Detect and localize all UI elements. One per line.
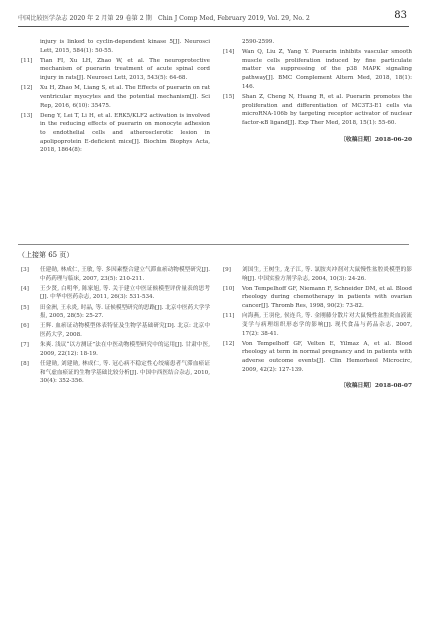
section-divider [18,244,409,245]
reference-item [220,285,412,311]
bottom-left-reference-column [18,266,210,388]
reference-text: Von Tempelhoff GF, Velten E, Yilmaz A, et al. Blood rheology at term in normal pregnancy and in patients with adverse outcome events[J]. Clin Hemorheol Microcirc, 2009, 42(2): 127-139. [242,340,412,373]
reference-item [220,93,412,128]
reference-number: [8] [21,361,29,368]
reference-number: [12] [21,85,33,92]
journal-title: 中国比较医学杂志 2020 年 2 月第 29 卷第 2 期 Chin J Comp Med, February 2019, Vol. 29, No. 2 [18,15,310,22]
received-date: 〔收稿日期〕2018-06-20 [340,136,412,143]
reference-item [220,340,412,375]
reference-number: [9] [223,267,231,273]
reference-text: Von Tempelhoff GF, Niemann F, Schneider DM, et al. Blood rheology during chemotherapy in patients with ovarian cancer[J]. Thromb Res, 1998, 90(2): 73-82. [242,285,412,310]
reference-item [18,112,210,155]
reference-number: [14] [223,49,235,56]
reference-item [220,312,412,338]
reference-item [18,84,210,110]
reference-text: 刘国生, 王树生, 龙子江, 等. 氯胺夹冲剂对大鼠慢性盆腔炎模型的影响[J]. 中国实验方剂学杂志, 2004, 10(3): 24-26. [242,267,412,282]
reference-text: Shan Z, Cheng N, Huang R, et al. Puerarin promotes the proliferation and differentiation of MC3T3-E1 cells via microRNA-106b by targeting receptor activator of nuclear factor-κB ligand[J]. Exp Ther Med, 2018, 15(1): 55-60. [242,93,412,126]
reference-text: 任建勋, 刘建勋, 林成仁, 等. 冠心病不稳定性心绞痛患者气滞血瘀证和气虚血瘀证的生物学基础比较分析[J]. 中国中西医结合杂志, 2010, 30(4): 352-356. [40,361,210,385]
reference-item [220,48,412,91]
reference-number: [6] [21,323,29,330]
reference-item [220,266,412,283]
reference-number: [15] [223,93,235,100]
reference-number: [11] [223,313,235,320]
reference-item [18,304,210,321]
top-left-reference-column [18,38,210,157]
reference-text: Xu H, Zhao M, Liang S, et al. The Effects of puerarin on rat ventricular myocytes and the potential mechanism[J]. Sci Rep, 2016, 6(10): 35475. [40,85,210,109]
reference-text: Wan Q, Liu Z, Yang Y. Puerarin inhibits vascular smooth muscle cells proliferation induced by fine particulate matter via suppressing of the p38 MAPK signaling pathway[J]. BMC Complement Altern Med, 2018, 18(1): 146. [242,49,412,90]
reference-text: 任建勋, 林成仁, 王敏, 等. 多因素整合建立气滞血瘀动物模型研究[J]. 中药药理与临床, 2007, 23(5): 210-211. [40,267,210,282]
reference-number: [13] [21,112,33,119]
reference-item [18,38,210,55]
page-header [18,10,409,27]
reference-item [18,341,210,358]
reference-number: [12] [223,340,235,347]
reference-text: 2590-2599. [242,39,275,45]
reference-item [18,285,210,302]
reference-text: 朱爽. 浅议“以方测证”法在中医动物模型研究中的运用[J]. 甘肃中医, 2009, 22(12): 18-19. [40,342,210,357]
reference-number: [5] [21,304,29,311]
reference-text: 王辉. 血瘀证动物模型体表特征及生物学基础研究[D]. 北京: 北京中医药大学, 2008. [40,323,210,339]
top-right-reference-column [220,38,412,143]
reference-item [18,322,210,339]
reference-item [220,38,412,47]
reference-text: Tian FI, Xu LH, Zhao W, et al. The neuroprotective mechanism of puerarin treatment of acute spinal cord injury in rats[J]. Neurosci Lett, 2013, 543(5): 64-68. [40,57,210,82]
reference-text: Deng Y, Lei T, Li H, et al. ERK5/KLF2 activation is involved in the reducing effects of puerarin on monocyte adhesion to endothelial cells and atherosclerotic lesion in apolipoprotein E-deficient mice[J]. Biochim Biophys Acta, 2018, 1864(8): [40,112,210,154]
reference-number: [3] [21,267,29,273]
reference-number: [10] [223,285,235,292]
reference-number: [4] [21,285,29,292]
reference-number: [7] [21,342,29,349]
reference-item [18,360,210,386]
reference-number: [11] [21,57,33,64]
continued-from-heading: （上接第 65 页） [18,251,74,259]
received-date: 〔收稿日期〕2018-08-07 [340,383,412,390]
reference-item [18,266,210,283]
page-number: 83 [394,10,407,21]
bottom-right-reference-column [220,266,412,389]
reference-text: 向海燕, 王羽伦, 侯连兵, 等. 金刚藤分散片对大鼠慢性盆腔炎血液流变学与病理组织形态学的影响[J]. 现代食品与药品杂志, 2007, 17(2): 38-41. [242,313,412,337]
reference-text: 王少贤, 白明华, 陈家旭, 等. 关于建立中医证候模型评价量表的思考[J]. 中华中医药杂志, 2011, 26(3): 531-534. [40,285,210,301]
reference-text: 田金洲, 王永炎, 时晶, 等. 证候模型研究的思路[J]. 北京中医药大学学报, 2005, 28(5): 25-27. [40,304,210,320]
reference-item [18,57,210,83]
reference-text: injury is linked to cyclin-dependent kinase 5[J]. Neurosci Lett, 2015, 584(1): 50-55. [40,39,210,54]
